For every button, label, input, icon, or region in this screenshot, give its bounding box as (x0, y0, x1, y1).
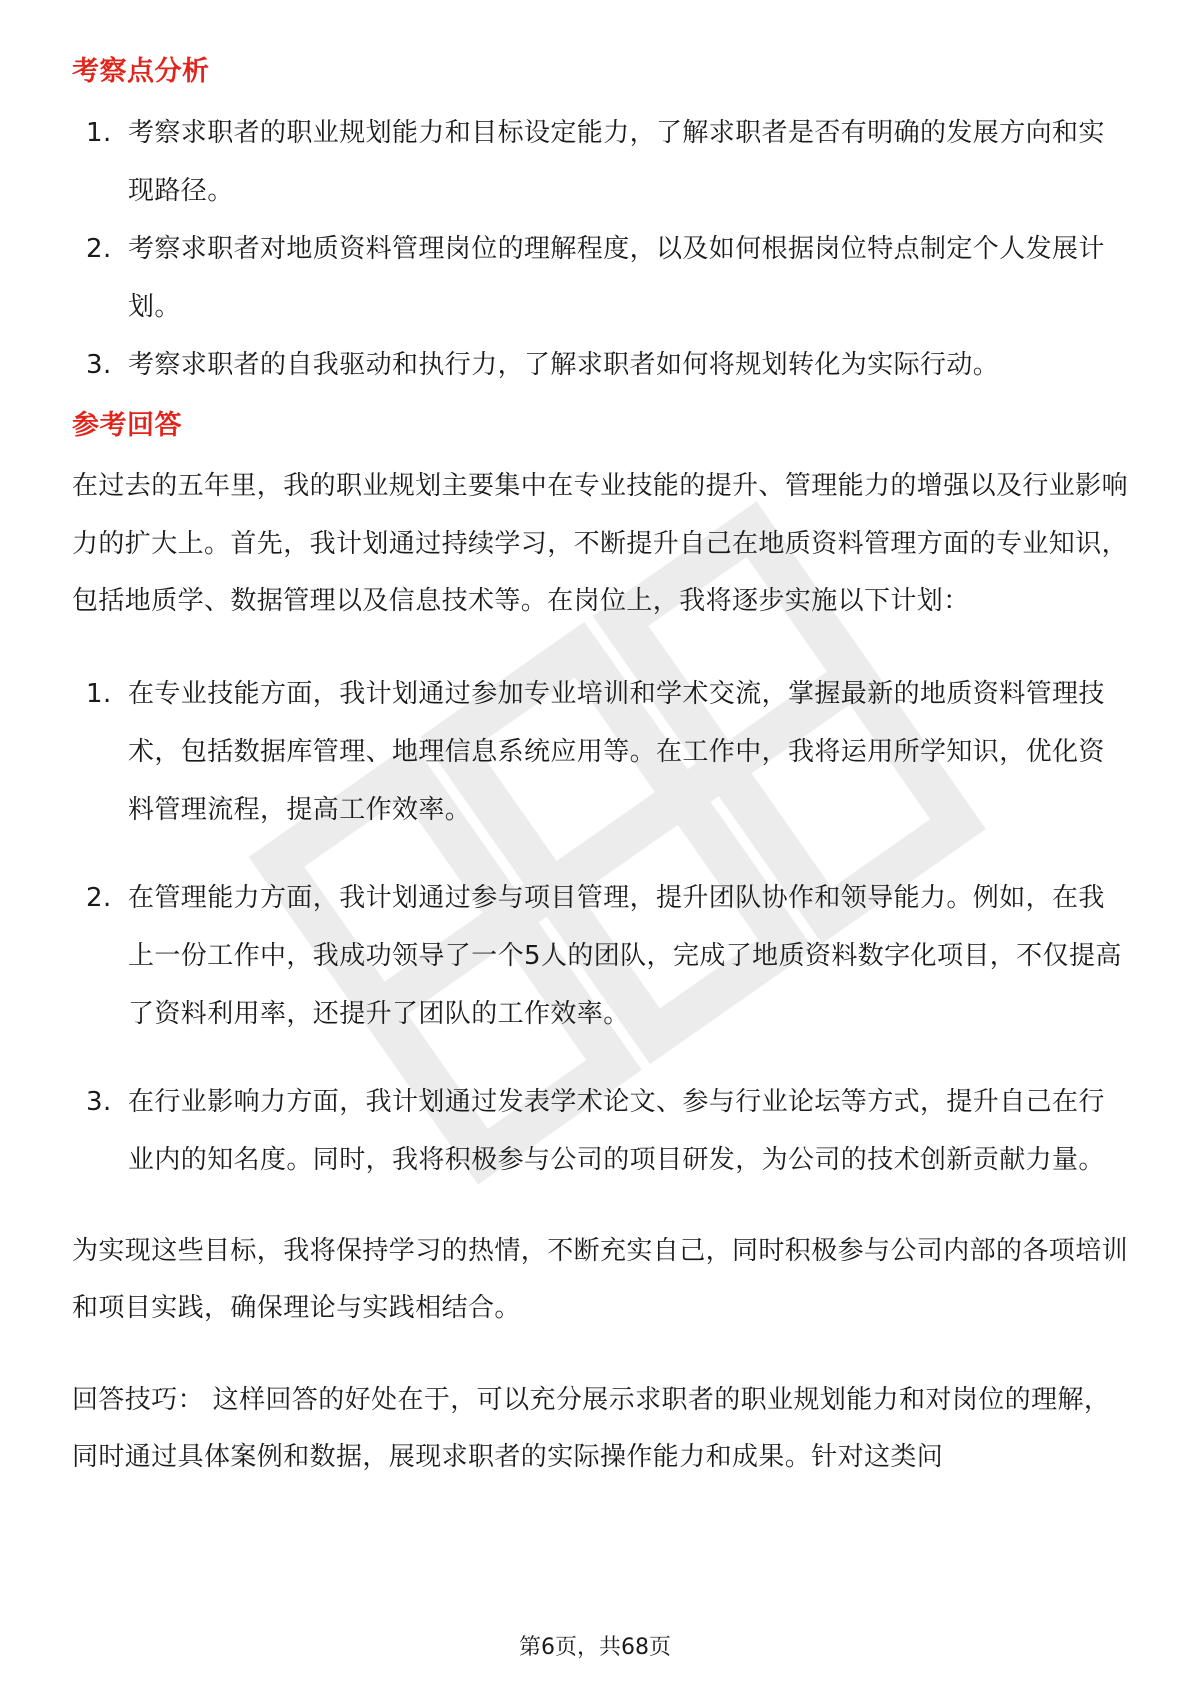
list-item (72, 1073, 1130, 1189)
list-text: 考察求职者对地质资料管理岗位的理解程度，以及如何根据岗位特点制定个人发展计划。 (128, 234, 1105, 322)
list-number: 2. (86, 882, 112, 913)
reference-intro: 在过去的五年里，我的职业规划主要集中在专业技能的提升、管理能力的增强以及行业影响力的扩大上。首先，我计划通过持续学习，不断提升自己在地质资料管理方面的专业知识，包括地质学、数据管理以及信息技术等。在岗位上，我将逐步实施以下计划： (72, 471, 1129, 616)
list-item (72, 220, 1130, 336)
list-text: 在管理能力方面，我计划通过参与项目管理，提升团队协作和领导能力。例如，在我上一份工作中，我成功领导了一个5人的团队，完成了地质资料数字化项目，不仅提高了资料利用率，还提升了团队的工作效率。 (128, 882, 1122, 1029)
list-number: 2. (86, 234, 112, 264)
reference-list (72, 665, 1130, 1189)
list-text: 考察求职者的自我驱动和执行力，了解求职者如何将规划转化为实际行动。 (128, 350, 1000, 380)
list-number: 3. (86, 1086, 112, 1117)
document-content (72, 44, 1130, 1487)
list-item (72, 665, 1130, 839)
reference-heading: 参考回答 (72, 410, 182, 441)
list-number: 1. (86, 678, 112, 709)
page-number: 第6页，共68页 (519, 1635, 671, 1660)
answer-tips: 回答技巧： 这样回答的好处在于，可以充分展示求职者的职业规划能力和对岗位的理解，同时通过具体案例和数据，展现求职者的实际操作能力和成果。针对这类问 (72, 1384, 1111, 1472)
analysis-list (72, 104, 1130, 394)
list-item (72, 336, 1130, 394)
list-text: 在专业技能方面，我计划通过参加专业培训和学术交流，掌握最新的地质资料管理技术，包括数据库管理、地理信息系统应用等。在工作中，我将运用所学知识，优化资料管理流程，提高工作效率。 (128, 678, 1105, 825)
list-item (72, 869, 1130, 1043)
reference-conclusion: 为实现这些目标，我将保持学习的热情，不断充实自己，同时积极参与公司内部的各项培训和项目实践，确保理论与实践相结合。 (72, 1235, 1129, 1323)
analysis-heading: 考察点分析 (72, 56, 210, 87)
list-item (72, 104, 1130, 220)
list-text: 在行业影响力方面，我计划通过发表学术论文、参与行业论坛等方式，提升自己在行业内的知名度。同时，我将积极参与公司的项目研发，为公司的技术创新贡献力量。 (128, 1086, 1105, 1175)
list-number: 3. (86, 350, 112, 380)
list-number: 1. (86, 118, 112, 148)
list-text: 考察求职者的职业规划能力和目标设定能力，了解求职者是否有明确的发展方向和实现路径。 (128, 118, 1105, 206)
